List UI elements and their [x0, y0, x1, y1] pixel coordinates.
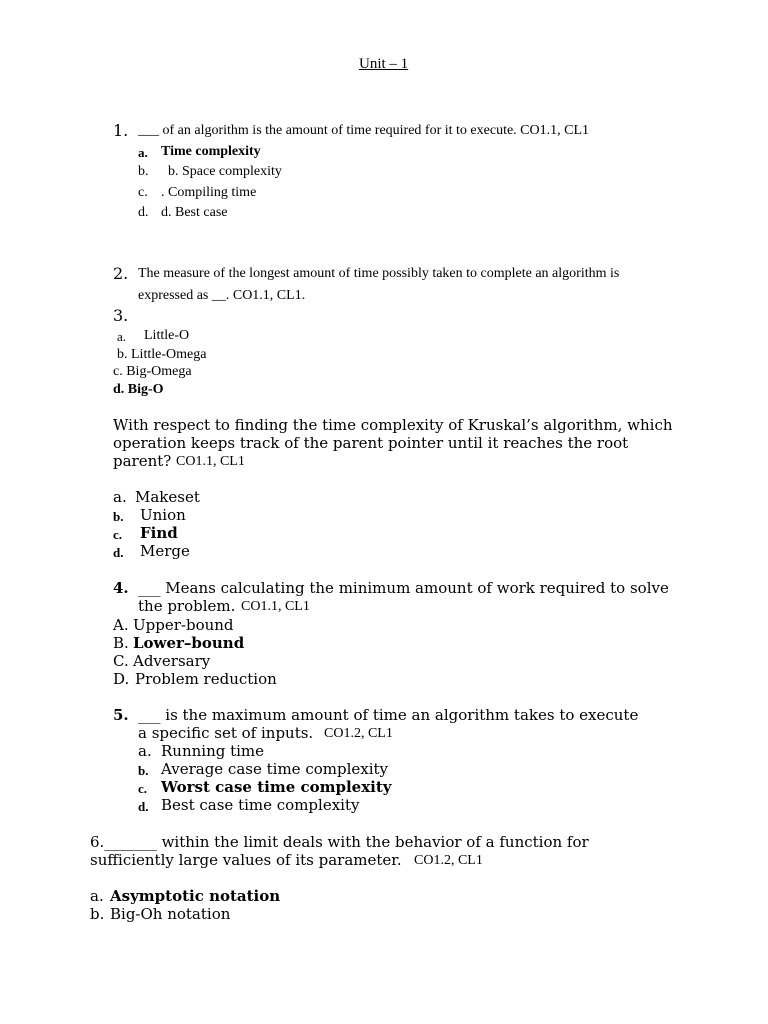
question-6-line-2: sufficiently large values of its parameter.	[90, 851, 402, 869]
question-3-line-1: With respect to finding the time complexity of Kruskal’s algorithm, which	[113, 416, 673, 434]
q4-option-d: Problem reduction	[135, 670, 277, 688]
question-2-line-2: expressed as __. CO1.1, CL1.	[138, 288, 306, 303]
q3-choice-b: Union	[140, 506, 186, 524]
q4-option-a: Upper-bound	[133, 616, 234, 634]
q3-option-d: d. Big-O	[113, 382, 164, 397]
q3-choice-b-marker: b.	[113, 509, 124, 524]
q1-option-d: d. Best case	[161, 205, 228, 220]
q3-option-a: Little-O	[144, 328, 190, 343]
q3-option-a-marker: a.	[117, 329, 127, 344]
q5-option-c-marker: c.	[138, 781, 148, 796]
q3-choice-c-marker: c.	[113, 527, 123, 542]
question-5-number: 5.	[113, 706, 129, 724]
q3-choice-a-marker: a.	[113, 488, 127, 506]
q5-option-b: Average case time complexity	[161, 760, 389, 778]
q3-option-b: b. Little-Omega	[117, 347, 207, 362]
q5-option-c: Worst case time complexity	[161, 778, 392, 796]
question-4-number: 4.	[113, 579, 129, 597]
q1-option-a: Time complexity	[161, 144, 261, 159]
q3-option-c: c. Big-Omega	[113, 364, 192, 379]
q3-choice-c: Find	[140, 524, 178, 542]
q3-choice-d-marker: d.	[113, 545, 124, 560]
question-4-line-2: the problem.	[138, 597, 236, 615]
q1-option-b-marker: b.	[138, 164, 149, 179]
page-title: Unit – 1	[359, 56, 409, 72]
question-4-tag: CO1.1, CL1	[241, 599, 310, 614]
question-3-line-2: operation keeps track of the parent pointer until it reaches the root	[113, 434, 629, 452]
question-4-line-1: ___ Means calculating the minimum amount of work required to solve	[138, 579, 669, 597]
q6-option-b: Big-Oh notation	[110, 905, 231, 923]
q3-choice-d: Merge	[140, 542, 190, 560]
q4-option-a-marker: A.	[113, 616, 129, 634]
question-2-line-1: The measure of the longest amount of time possibly taken to complete an algorithm is	[138, 266, 620, 281]
q5-option-a-marker: a.	[138, 742, 152, 760]
q5-option-a: Running time	[161, 742, 265, 760]
q1-option-d-marker: d.	[138, 205, 149, 220]
q5-option-d-marker: d.	[138, 799, 149, 814]
q4-option-b: Lower–bound	[133, 634, 245, 652]
question-5-line-2: a specific set of inputs.	[138, 724, 314, 742]
question-3-line-3: parent?	[113, 452, 172, 470]
q3-choice-a: Makeset	[135, 488, 200, 506]
question-1-text: ___ of an algorithm is the amount of time required for it to execute. CO1.1, CL1	[138, 123, 590, 138]
q6-option-a-marker: a.	[90, 887, 104, 905]
question-6-line-1: 6._______ within the limit deals with the behavior of a function for	[90, 833, 589, 851]
q1-option-c: . Compiling time	[161, 185, 257, 200]
q6-option-a: Asymptotic notation	[110, 887, 281, 905]
question-3-tag: CO1.1, CL1	[176, 454, 245, 469]
q5-option-d: Best case time complexity	[161, 796, 360, 814]
question-6-tag: CO1.2, CL1	[414, 853, 483, 868]
question-1-number: 1.	[113, 121, 129, 140]
question-5-tag: CO1.2, CL1	[324, 726, 393, 741]
q4-option-c: Adversary	[133, 652, 211, 670]
question-3-number: 3.	[113, 306, 129, 325]
q6-option-b-marker: b.	[90, 905, 105, 923]
q1-option-a-marker: a.	[138, 145, 148, 160]
q1-option-c-marker: c.	[138, 185, 148, 200]
question-2-number: 2.	[113, 264, 129, 283]
question-5-line-1: ___ is the maximum amount of time an algorithm takes to execute	[138, 706, 639, 724]
q4-option-b-marker: B.	[113, 634, 129, 652]
q5-option-b-marker: b.	[138, 763, 149, 778]
q4-option-c-marker: C.	[113, 652, 129, 670]
q1-option-b: b. Space complexity	[168, 164, 282, 179]
q4-option-d-marker: D.	[113, 670, 130, 688]
